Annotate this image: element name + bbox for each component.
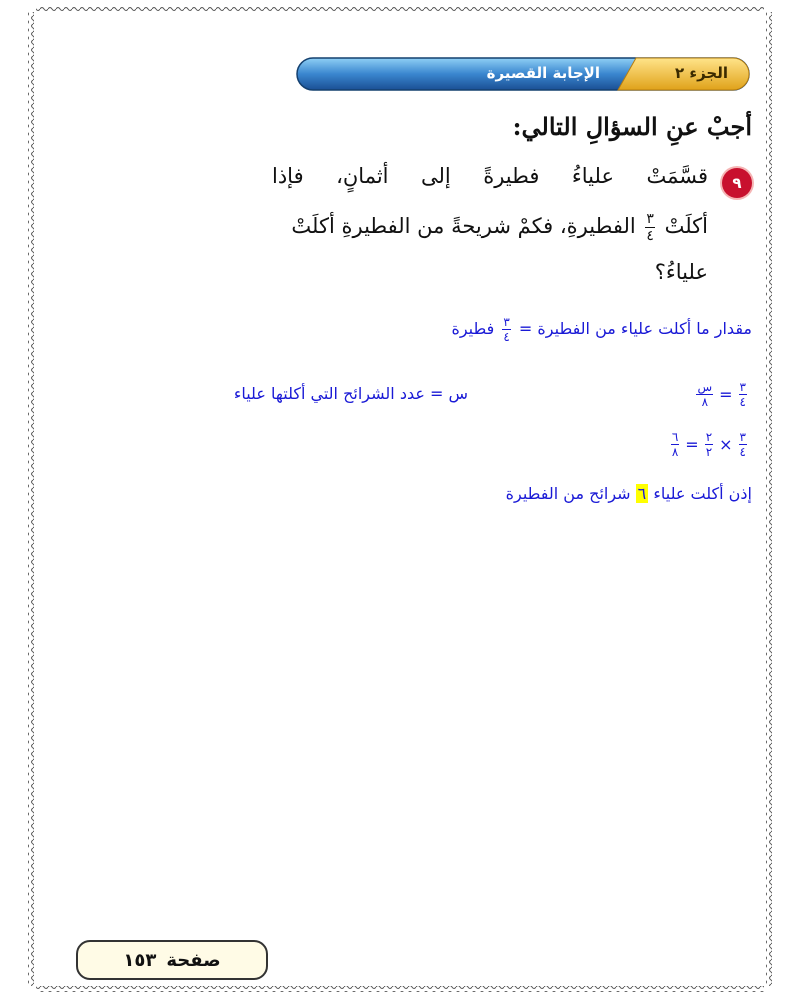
answer-conclusion: [506, 484, 752, 503]
answer-amount-fraction: [502, 316, 510, 343]
question-number-badge: ٩: [722, 168, 752, 198]
fraction-denominator: ٨: [701, 395, 709, 409]
equals-sign: =: [685, 435, 699, 454]
fraction-numerator: س: [697, 380, 713, 394]
page-number-box: [76, 940, 268, 980]
fraction-denominator: ٤: [503, 330, 510, 344]
conclusion-start: إذن أكلت علياء: [653, 484, 752, 503]
page-label: صفحة: [166, 949, 221, 971]
equation-1: [693, 381, 750, 408]
section-banner: [296, 56, 750, 92]
fraction-numerator: ٢: [705, 430, 713, 444]
fraction-numerator: ٦: [671, 430, 679, 444]
fraction-numerator: ٣: [646, 211, 654, 227]
eq1-left-fraction: [739, 381, 747, 408]
conclusion-highlighted-value: ٦: [637, 484, 647, 503]
question-line-2-start: أكلَتْ: [664, 214, 708, 238]
fraction-numerator: ٣: [739, 430, 746, 444]
conclusion-end: شرائح من الفطيرة: [505, 484, 631, 503]
eq2-result-fraction: [671, 431, 679, 458]
instruction-heading: أجبْ عنِ السؤالِ التالي:: [512, 112, 752, 141]
answer-amount-text: مقدار ما أكلت علياء من الفطيرة =: [518, 319, 752, 338]
fraction-denominator: ٤: [739, 445, 746, 459]
eq2-multiplier-fraction: [705, 431, 713, 458]
equals-sign: =: [719, 385, 733, 404]
answer-equation-1: [693, 376, 750, 408]
answer-amount-unit: فطيرة: [451, 319, 495, 338]
fraction-denominator: ٤: [739, 395, 746, 409]
fraction-denominator: ٤: [646, 228, 654, 244]
question-fraction: [645, 212, 655, 243]
fraction-denominator: ٢: [705, 445, 713, 459]
fraction-denominator: ٨: [671, 445, 679, 459]
fraction-numerator: ٣: [739, 380, 746, 394]
question-line-2: [291, 212, 708, 243]
times-sign: ×: [719, 435, 733, 454]
question-line-2-end: الفطيرةِ، فكمْ شريحةً من الفطيرةِ أكلَتْ: [291, 214, 636, 238]
equation-2: [668, 431, 750, 458]
page-number: ١٥٣: [123, 949, 157, 971]
question-line-1: قسَّمَتْ علياءُ فطيرةً إلى أثمانٍ، فإذا: [272, 164, 708, 188]
answer-line-amount: [451, 316, 752, 343]
section-title: الإجابة القصيرة: [486, 64, 600, 82]
eq1-right-fraction: [696, 381, 713, 408]
fraction-numerator: ٣: [503, 315, 510, 329]
answer-variable-definition: س = عدد الشرائح التي أكلتها علياء: [233, 384, 468, 403]
part-label: الجزء ٢: [675, 64, 728, 82]
answer-equation-2: [668, 426, 750, 458]
eq2-base-fraction: [739, 431, 747, 458]
question-line-3: علياءُ؟: [654, 260, 708, 284]
